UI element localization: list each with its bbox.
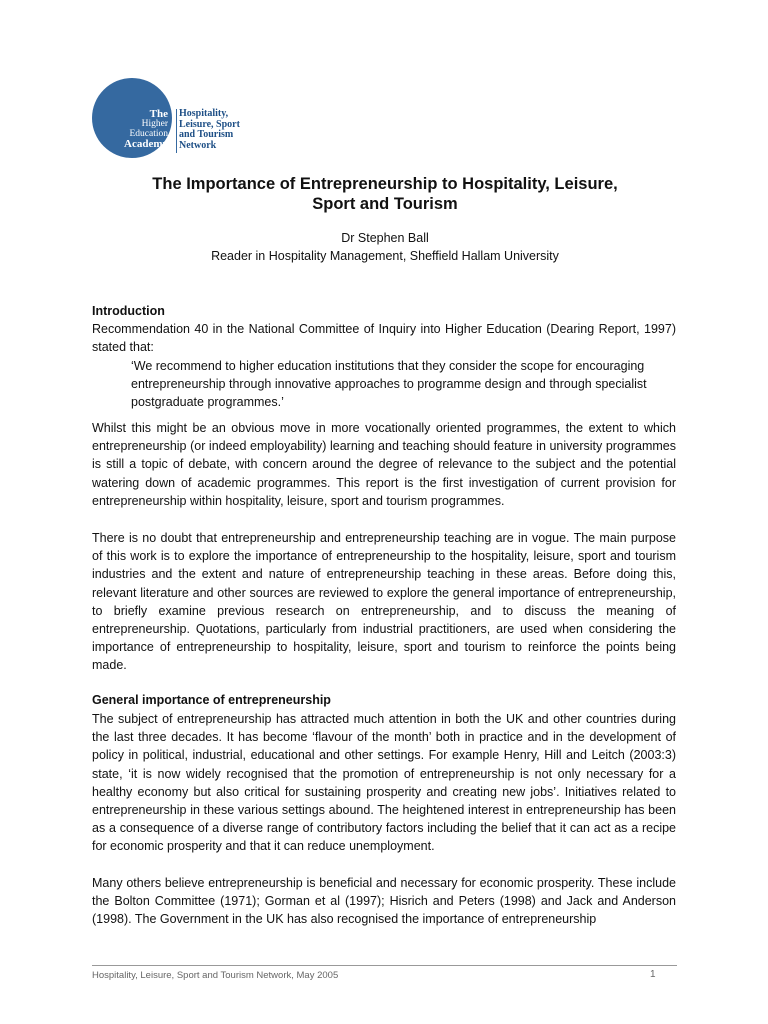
logo-text-education: Education — [129, 129, 168, 139]
general-paragraph-2: Many others believe entrepreneurship is beneficial and necessary for economic prosperity. These include the Bolton Committee (1971); Gorman et al (1997); Hisrich and Peters (1998) and Jack and Anderson (1998). The Government in the UK has also recognised the importance of entrepreneurship — [92, 876, 676, 927]
logo-text-network: Network — [179, 139, 217, 151]
author-name: Dr Stephen Ball — [341, 231, 429, 245]
title-line-2: Sport and Tourism — [312, 195, 458, 213]
academy-logo — [92, 78, 262, 158]
general-paragraph-1: The subject of entrepreneurship has attracted much attention in both the UK and other countries during the last three decades. It has become ‘flavour of the month’ both in practice and in the development of policy in political, industrial, educational and other settings. For example Henry, Hill and Leitch (2003:3) state, ‘it is now widely recognised that the promotion of entrepreneurship is not only necessary for a healthy economy but also critical for sustaining prosperity and creating new jobs’. Initiatives related to entrepreneurship in these various settings abound. The heightened interest in entrepreneurship has been as a consequence of a diverse range of contributory factors including the belief that it can act as a recipe for economic prosperity and that it can reduce unemployment. — [92, 712, 676, 854]
logo-academy-text — [92, 109, 172, 149]
logo-network-text — [179, 109, 269, 156]
intro-paragraph-3: There is no doubt that entrepreneurship and entrepreneurship teaching are in vogue. The main purpose of this work is to explore the importance of entrepreneurship to the hospitality, leisure, sport and tourism industries and the extent and nature of entrepreneurship teaching in these areas. Before doing this, relevant literature and other sources are reviewed to explore the general importance of entrepreneurship, to briefly examine previous research on entrepreneurship, and to discuss the meaning of entrepreneurship. Quotations, particularly from industrial practitioners, are used when considering the importance of entrepreneurship to hospitality, leisure, sport and tourism to reinforce the points being made. — [92, 531, 676, 673]
author-affiliation: Reader in Hospitality Management, Sheffield Hallam University — [211, 249, 559, 263]
logo-text-hospitality: Hospitality, — [179, 108, 229, 119]
dearing-quote: ‘We recommend to higher education institutions that they consider the scope for encouraging entrepreneurship through innovative approaches to programme design and through specialist postgraduate programmes.’ — [131, 359, 647, 410]
footer-divider — [92, 965, 677, 966]
logo-text-leisure-sport: Leisure, Sport — [179, 118, 240, 130]
logo-text-higher: Higher — [141, 119, 168, 129]
logo-divider — [176, 109, 177, 153]
footer-text: Hospitality, Leisure, Sport and Tourism Network, May 2005 — [92, 970, 339, 981]
section-heading-introduction: Introduction — [92, 304, 165, 318]
intro-paragraph-2: Whilst this might be an obvious move in more vocationally oriented programmes, the extent to which entrepreneurship (or indeed employability) learning and teaching should feature in university programmes is still a topic of debate, with concern around the degree of relevance to the subject and the potential watering down of academic programmes. This report is the first investigation of current provision for entrepreneurship within hospitality, leisure, sport and tourism programmes. — [92, 421, 676, 508]
title-line-1: The Importance of Entrepreneurship to Hospitality, Leisure, — [152, 175, 618, 193]
logo-text-the: The — [149, 108, 168, 120]
intro-paragraph-1: Recommendation 40 in the National Committee of Inquiry into Higher Education (Dearing Report, 1997) stated that: — [92, 322, 676, 355]
logo-text-tourism: and Tourism — [179, 129, 234, 140]
document-title — [60, 174, 710, 214]
section-heading-general-importance: General importance of entrepreneurship — [92, 693, 331, 707]
logo-text-academy: Academy — [124, 138, 168, 150]
page-number: 1 — [650, 969, 656, 980]
